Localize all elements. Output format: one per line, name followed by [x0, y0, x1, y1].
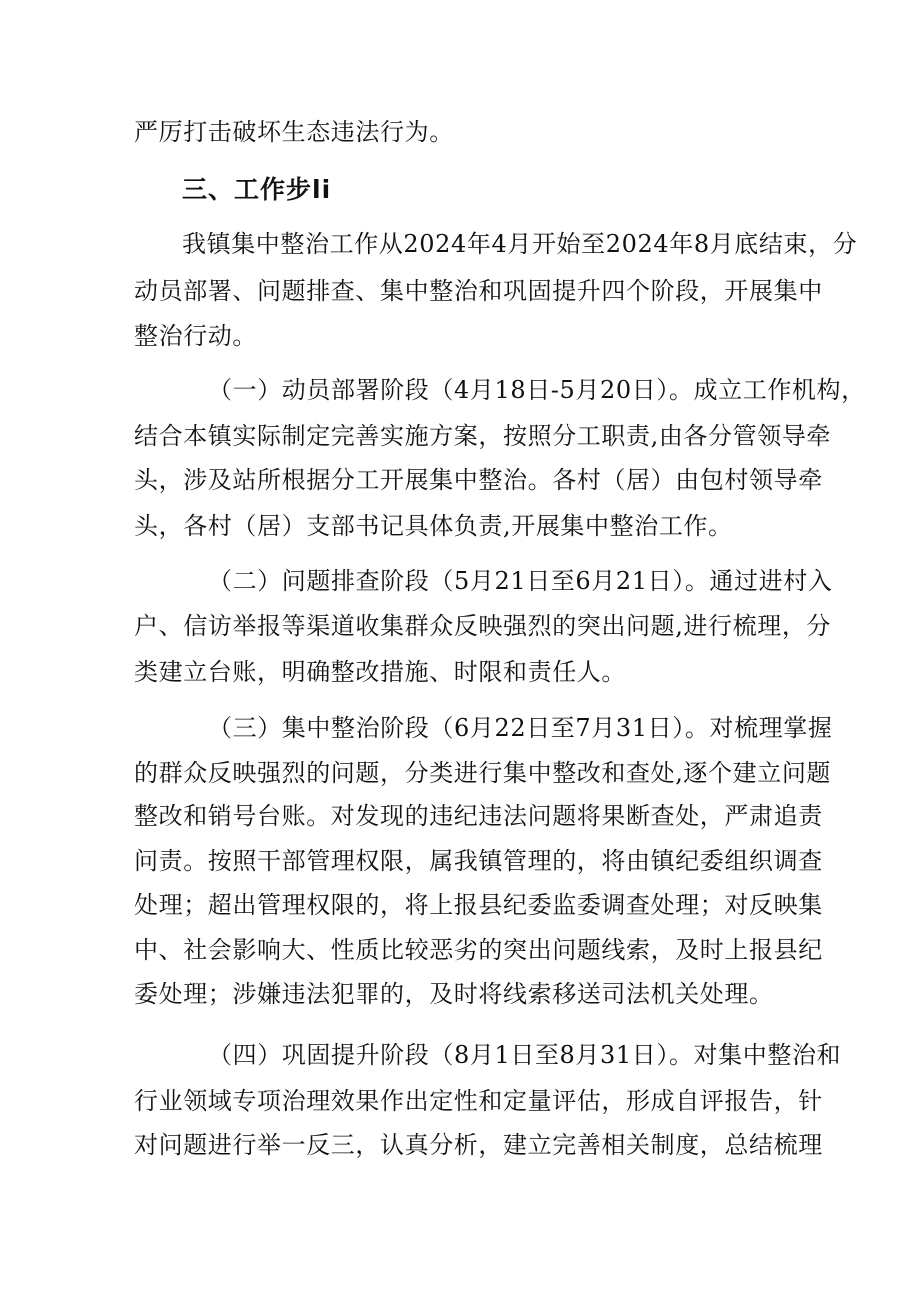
- text-line: 严厉打击破坏生态违法行为。: [134, 118, 454, 146]
- text-line: 动员部署、问题排查、集中整治和巩固提升四个阶段，开展集中: [134, 277, 823, 305]
- text-line: 行业领域专项治理效果作出定性和定量评估，形成自评报告，针: [134, 1087, 823, 1115]
- text-line: （三）集中整治阶段（6月22日至7月31日）。对梳理掌握: [208, 714, 833, 742]
- text-line: 处理；超出管理权限的，将上报县纪委监委调查处理；对反映集: [134, 891, 823, 919]
- text-line: 头，各村（居）支部书记具体负责,开展集中整治工作。: [134, 512, 733, 540]
- text-line: 的群众反映强烈的问题，分类进行集中整改和查处,逐个建立问题: [134, 759, 832, 787]
- text-line: 我镇集中整治工作从2024年4月开始至2024年8月底结束，分: [182, 230, 858, 258]
- text-line: 头，涉及站所根据分工开展集中整治。各村（居）由包村领导牵: [134, 466, 823, 494]
- text-line: 整治行动。: [134, 322, 257, 350]
- section-heading: 三、工作步li: [182, 175, 332, 204]
- text-line: （二）问题排查阶段（5月21日至6月21日）。通过进村入: [208, 567, 833, 595]
- text-line: 中、社会影响大、性质比较恶劣的突出问题线索，及时上报县纪: [134, 936, 823, 964]
- text-line: 户、信访举报等渠道收集群众反映强烈的突出问题,进行梳理，分: [134, 612, 832, 640]
- text-line: 类建立台账，明确整改措施、时限和责任人。: [134, 658, 626, 686]
- text-line: （四）巩固提升阶段（8月1日至8月31日）。对集中整治和: [208, 1041, 842, 1069]
- text-line: 问责。按照干部管理权限，属我镇管理的，将由镇纪委组织调查: [134, 847, 823, 875]
- text-line: 整改和销号台账。对发现的违纪违法问题将果断查处，严肃追责: [134, 802, 823, 830]
- text-line: （一）动员部署阶段（4月18日-5月20日）。成立工作机构，: [208, 376, 866, 404]
- text-line: 结合本镇实际制定完善实施方案，按照分工职责,由各分管领导牵: [134, 422, 832, 450]
- text-line: 委处理；涉嫌违法犯罪的，及时将线索移送司法机关处理。: [134, 980, 774, 1008]
- text-line: 对问题进行举一反三，认真分析，建立完善相关制度，总结梳理: [134, 1131, 823, 1159]
